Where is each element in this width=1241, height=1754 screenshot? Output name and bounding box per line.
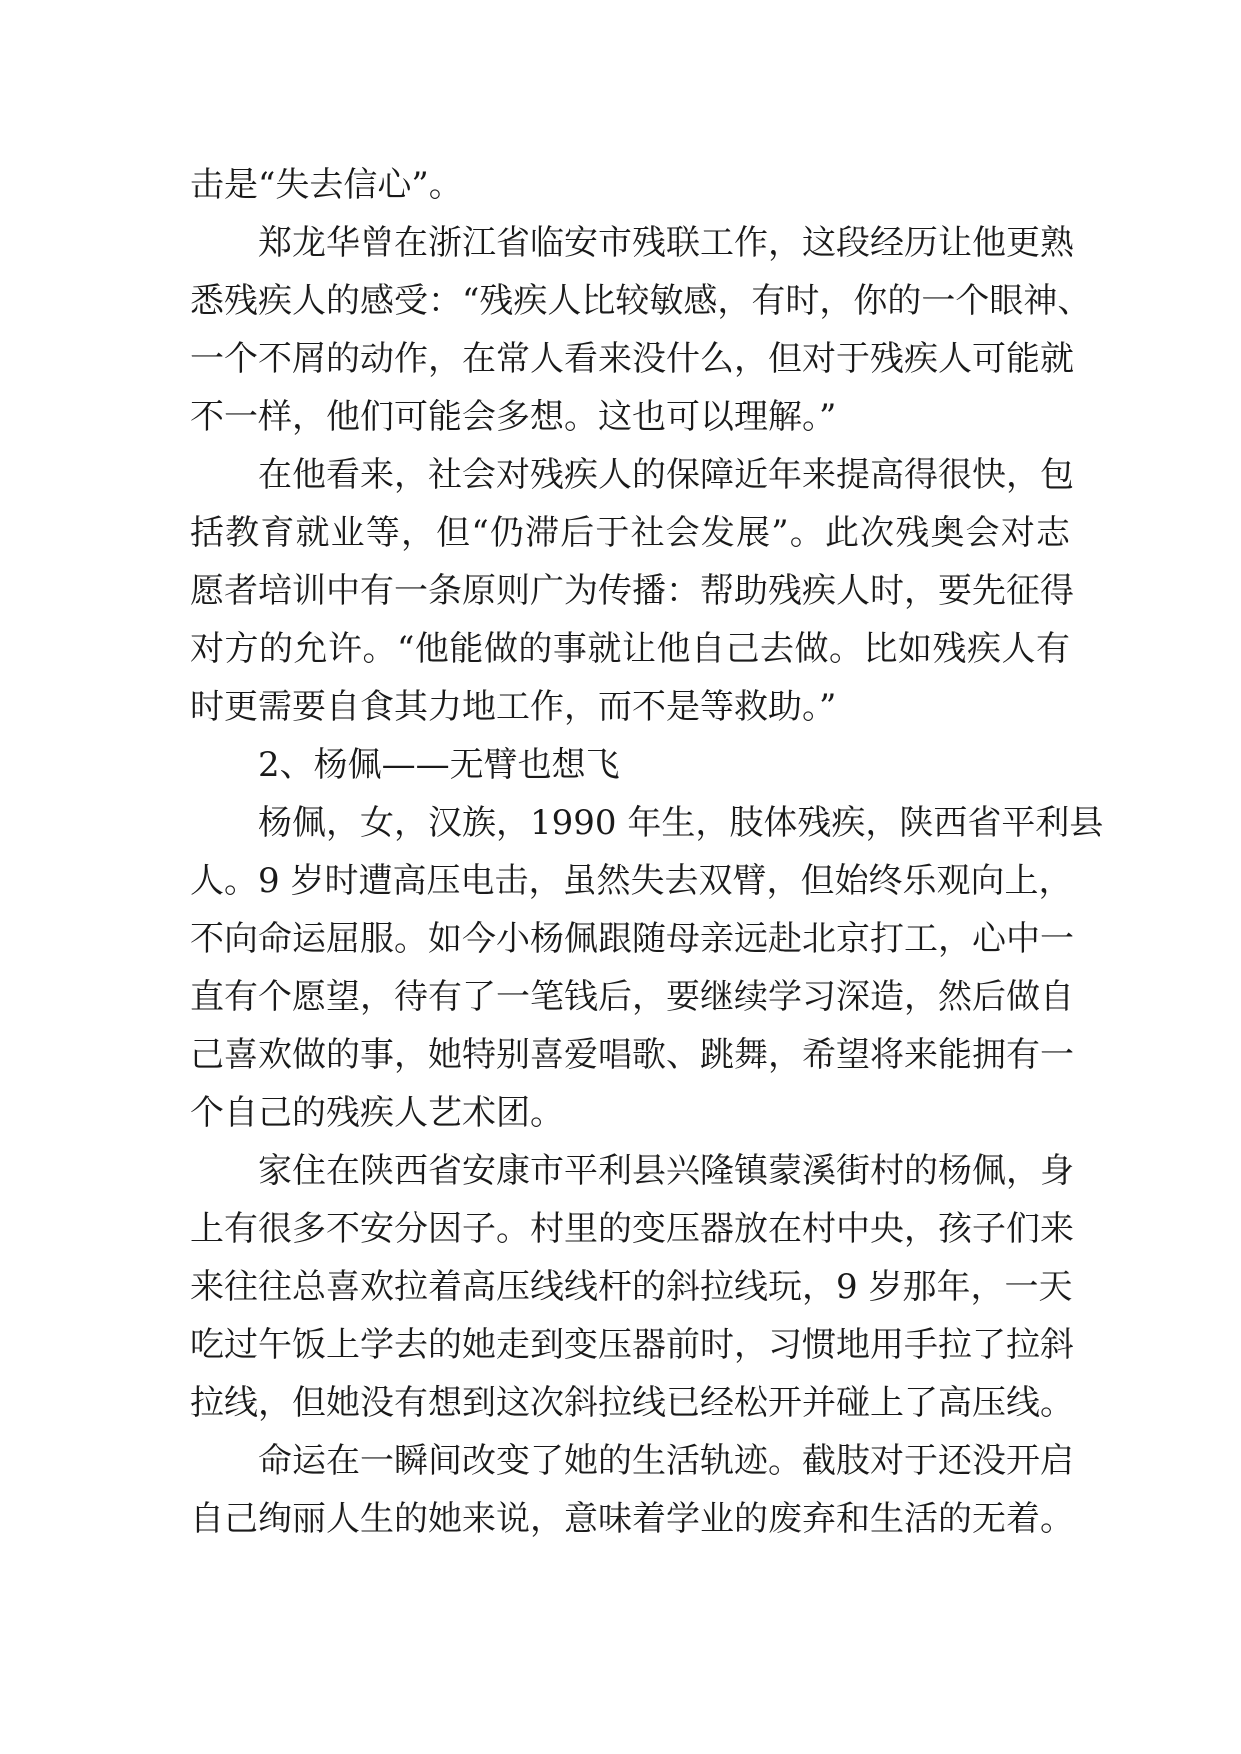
text-line: 来往往总喜欢拉着高压线线杆的斜拉线玩，9 岁那年，一天	[190, 1267, 1073, 1307]
text-line: 自己绚丽人生的她来说，意味着学业的废弃和生活的无着。	[190, 1499, 1074, 1539]
text-line: 对方的允许。“他能做的事就让他自己去做。比如残疾人有	[190, 629, 1070, 669]
text-line: 击是“失去信心”。	[190, 165, 463, 205]
text-line: 上有很多不安分因子。村里的变压器放在村中央，孩子们来	[190, 1209, 1074, 1249]
text-line: 吃过午饭上学去的她走到变压器前时，习惯地用手拉了拉斜	[190, 1325, 1074, 1365]
text-line: 悉残疾人的感受：“残疾人比较敏感，有时，你的一个眼神、	[190, 281, 1092, 321]
text-line: 时更需要自食其力地工作，而不是等救助。”	[190, 687, 837, 727]
text-line: 个自己的残疾人艺术团。	[190, 1093, 564, 1133]
text-line: 愿者培训中有一条原则广为传播：帮助残疾人时，要先征得	[190, 571, 1074, 611]
text-line: 郑龙华曾在浙江省临安市残联工作，这段经历让他更熟	[258, 223, 1074, 263]
text-line: 家住在陕西省安康市平利县兴隆镇蒙溪街村的杨佩，身	[258, 1151, 1074, 1191]
text-line: 在他看来，社会对残疾人的保障近年来提高得很快，包	[258, 455, 1074, 495]
text-line: 一个不屑的动作，在常人看来没什么，但对于残疾人可能就	[190, 339, 1074, 379]
text-line: 人。9 岁时遭高压电击，虽然失去双臂，但始终乐观向上，	[190, 861, 1073, 901]
text-line: 命运在一瞬间改变了她的生活轨迹。截肢对于还没开启	[258, 1441, 1074, 1481]
text-line: 不向命运屈服。如今小杨佩跟随母亲远赴北京打工，心中一	[190, 919, 1074, 959]
section-heading: 2、杨佩——无臂也想飞	[258, 745, 620, 785]
text-line: 杨佩，女，汉族，1990 年生，肢体残疾，陕西省平利县	[258, 803, 1104, 843]
text-line: 拉线，但她没有想到这次斜拉线已经松开并碰上了高压线。	[190, 1383, 1074, 1423]
text-line: 直有个愿望，待有了一笔钱后，要继续学习深造，然后做自	[190, 977, 1074, 1017]
text-line: 己喜欢做的事，她特别喜爱唱歌、跳舞，希望将来能拥有一	[190, 1035, 1074, 1075]
text-line: 不一样，他们可能会多想。这也可以理解。”	[190, 397, 837, 437]
text-line: 括教育就业等，但“仍滞后于社会发展”。此次残奥会对志	[190, 513, 1070, 553]
